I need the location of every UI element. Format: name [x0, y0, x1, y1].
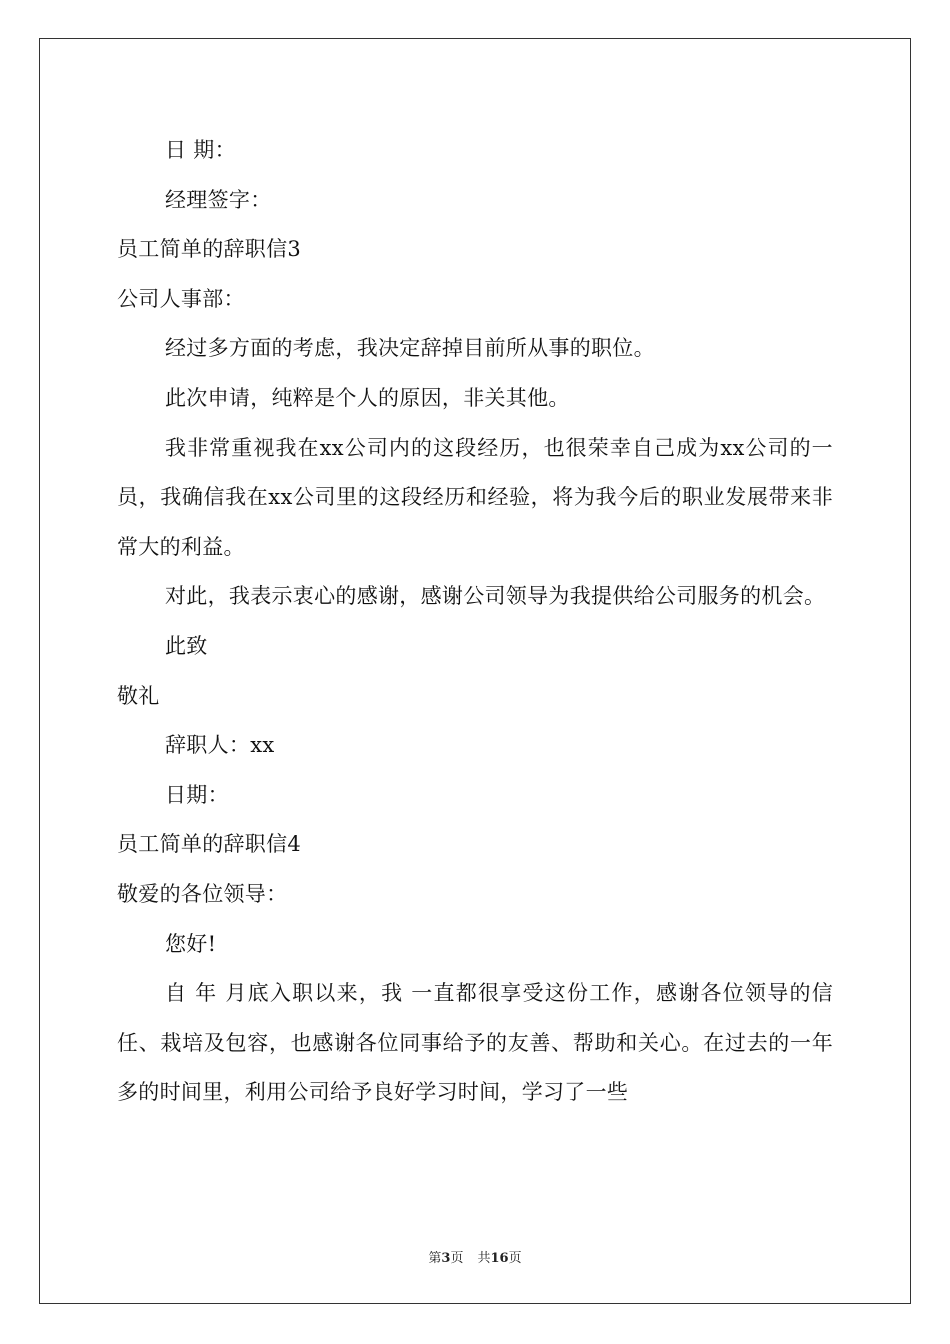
footer-page-suffix: 页	[450, 1251, 464, 1266]
paragraph-2: 此次申请，纯粹是个人的原因，非关其他。	[165, 385, 570, 410]
footer-total-pages: 16	[490, 1251, 509, 1266]
page-footer	[0, 1247, 950, 1266]
date-line: 日 期：	[165, 138, 236, 162]
closing-greeting: 此致	[165, 633, 208, 658]
footer-total-prefix: 共	[477, 1251, 491, 1266]
paragraph-1: 经过多方面的考虑，我决定辞掉目前所从事的职位。	[165, 336, 655, 361]
paragraph-4: 对此，我表示衷心的感谢，感谢公司领导为我提供给公司服务的机会。	[165, 584, 826, 609]
letter-3-title: 员工简单的辞职信3	[117, 237, 302, 262]
manager-signature-line: 经理签字：	[165, 187, 272, 212]
footer-page-number: 3	[441, 1251, 451, 1266]
letter-4-body: 自 年 月底入职以来，我 一直都很享受这份工作，感谢各位领导的信任、栽培及包容，也感谢各位同事给予的友善、帮助和关心。在过去的一年多的时间里，利用公司给予良好学习时间，学习了一些	[117, 981, 833, 1105]
letter-4-title: 员工简单的辞职信4	[117, 832, 302, 857]
letter-4-addressee: 敬爱的各位领导：	[117, 881, 288, 906]
signer-line: 辞职人：xx	[165, 733, 275, 758]
document-body	[117, 126, 833, 1118]
closing-salute: 敬礼	[117, 683, 160, 708]
footer-prefix: 第	[428, 1251, 442, 1266]
footer-total-suffix: 页	[508, 1251, 522, 1266]
paragraph-3: 我非常重视我在xx公司内的这段经历，也很荣幸自己成为xx公司的一员，我确信我在xx公司里的这段经历和经验，将为我今后的职业发展带来非常大的利益。	[117, 435, 833, 559]
closing-date-line: 日期：	[165, 782, 229, 807]
letter-4-greeting: 您好!	[165, 931, 217, 956]
letter-3-addressee: 公司人事部：	[117, 286, 245, 311]
